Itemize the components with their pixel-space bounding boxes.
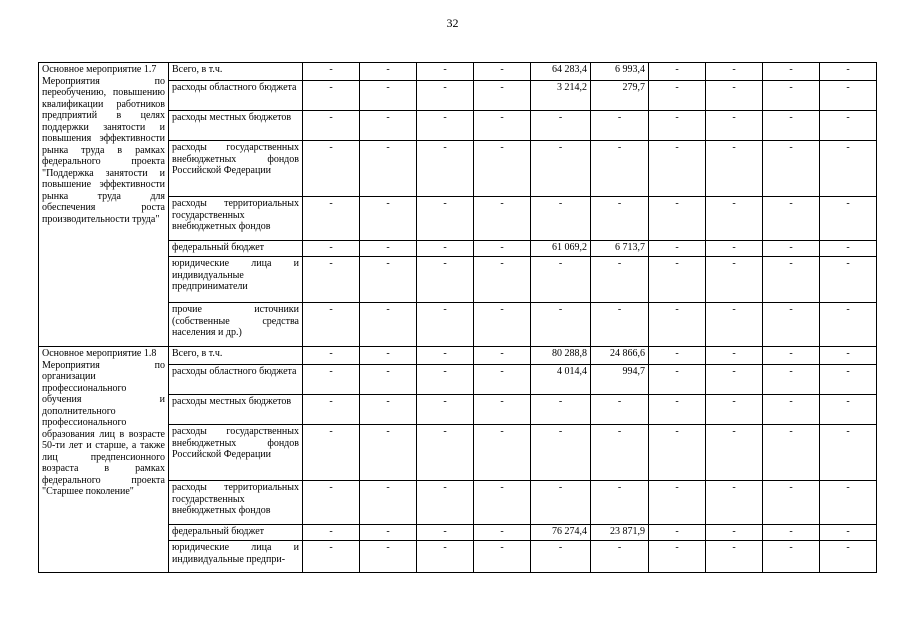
value-cell: - (474, 425, 531, 481)
value-cell: - (303, 303, 360, 347)
value-cell: - (360, 541, 417, 573)
value-cell: - (360, 197, 417, 241)
value-cell: - (706, 197, 763, 241)
value-cell: - (474, 241, 531, 257)
value-cell: - (706, 541, 763, 573)
value-cell: - (649, 395, 706, 425)
value-cell: - (763, 481, 820, 525)
page-number: 32 (446, 16, 459, 30)
value-cell: 6 713,7 (591, 241, 649, 257)
funding-source: прочие источники (собственные средства населения и др.) (169, 303, 303, 347)
value-cell: - (820, 481, 877, 525)
value-cell: - (303, 365, 360, 395)
value-cell: - (360, 395, 417, 425)
value-cell: - (706, 81, 763, 111)
value-cell: - (820, 365, 877, 395)
table-row (39, 347, 877, 365)
value-cell: - (706, 141, 763, 197)
value-cell: - (360, 347, 417, 365)
value-cell: - (303, 241, 360, 257)
value-cell: - (303, 111, 360, 141)
value-cell: - (649, 481, 706, 525)
value-cell: - (417, 365, 474, 395)
value-cell: - (706, 257, 763, 303)
value-cell: - (360, 241, 417, 257)
value-cell: - (303, 395, 360, 425)
value-cell: 80 288,8 (531, 347, 591, 365)
value-cell: - (474, 525, 531, 541)
value-cell: - (360, 257, 417, 303)
value-cell: - (706, 481, 763, 525)
value-cell: - (531, 257, 591, 303)
value-cell: - (763, 197, 820, 241)
value-cell: - (763, 63, 820, 81)
table-row (39, 63, 877, 81)
value-cell: - (649, 347, 706, 365)
value-cell: - (303, 141, 360, 197)
value-cell: - (706, 241, 763, 257)
value-cell: - (649, 63, 706, 81)
value-cell: - (763, 241, 820, 257)
value-cell: - (763, 81, 820, 111)
value-cell: - (820, 81, 877, 111)
value-cell: - (763, 111, 820, 141)
value-cell: - (417, 257, 474, 303)
value-cell: - (360, 425, 417, 481)
value-cell: - (649, 197, 706, 241)
value-cell: - (649, 111, 706, 141)
value-cell: - (820, 111, 877, 141)
value-cell: - (763, 141, 820, 197)
value-cell: - (591, 257, 649, 303)
budget-table (38, 62, 877, 573)
event-description: Мероприятия по переобучению, повышению квалификации работников предприятий в целях поддержки занятости и повышения эффективности рынка труда в рамках федерального проекта "Поддержка занятости и повышение эффективности рынка труда для обеспечения роста производительности труда" (42, 75, 165, 225)
value-cell: - (820, 525, 877, 541)
value-cell: 4 014,4 (531, 365, 591, 395)
value-cell: - (474, 365, 531, 395)
value-cell: - (474, 303, 531, 347)
value-cell: - (706, 303, 763, 347)
event-code: Основное мероприятие 1.7 (42, 64, 157, 75)
value-cell: - (649, 141, 706, 197)
value-cell: - (360, 481, 417, 525)
value-cell: - (649, 525, 706, 541)
event-cell (39, 347, 169, 573)
value-cell: - (591, 197, 649, 241)
funding-source: расходы территориальных государственных внебюджетных фондов (169, 481, 303, 525)
value-cell: - (820, 141, 877, 197)
value-cell: - (820, 347, 877, 365)
value-cell: - (417, 525, 474, 541)
event-cell (39, 63, 169, 347)
value-cell: - (763, 541, 820, 573)
value-cell: - (417, 347, 474, 365)
value-cell: - (417, 303, 474, 347)
value-cell: - (591, 111, 649, 141)
value-cell: - (474, 257, 531, 303)
value-cell: - (303, 257, 360, 303)
value-cell: - (763, 395, 820, 425)
value-cell: - (531, 395, 591, 425)
value-cell: - (649, 81, 706, 111)
value-cell: - (706, 111, 763, 141)
funding-source: федеральный бюджет (169, 525, 303, 541)
value-cell: 24 866,6 (591, 347, 649, 365)
value-cell: - (417, 395, 474, 425)
value-cell: - (649, 365, 706, 395)
value-cell: - (474, 541, 531, 573)
value-cell: 3 214,2 (531, 81, 591, 111)
value-cell: - (649, 541, 706, 573)
value-cell: - (820, 63, 877, 81)
funding-source: Всего, в т.ч. (169, 347, 303, 365)
value-cell: - (474, 81, 531, 111)
funding-source: расходы территориальных государственных внебюджетных фондов (169, 197, 303, 241)
value-cell: - (706, 347, 763, 365)
funding-source: расходы областного бюджета (169, 81, 303, 111)
value-cell: - (820, 197, 877, 241)
event-description: Мероприятия по организации профессионального обучения и дополнительного профессионального образования лиц в возрасте 50-ти лет и старше, а также лиц предпенсионного возраста в рамках федерального проекта "Старшее поколение" (42, 359, 165, 497)
value-cell: - (591, 303, 649, 347)
value-cell: - (763, 525, 820, 541)
value-cell: - (417, 541, 474, 573)
funding-source: федеральный бюджет (169, 241, 303, 257)
value-cell: - (474, 111, 531, 141)
value-cell: - (474, 197, 531, 241)
value-cell: - (417, 141, 474, 197)
value-cell: - (303, 197, 360, 241)
value-cell: - (591, 481, 649, 525)
funding-source: юридические лица и индивидуальные предприниматели (169, 257, 303, 303)
value-cell: - (763, 303, 820, 347)
value-cell: - (360, 111, 417, 141)
value-cell: - (303, 525, 360, 541)
value-cell: - (649, 425, 706, 481)
value-cell: - (706, 365, 763, 395)
value-cell: - (474, 481, 531, 525)
value-cell: - (474, 63, 531, 81)
value-cell: - (417, 481, 474, 525)
funding-source: расходы государственных внебюджетных фондов Российской Федерации (169, 425, 303, 481)
value-cell: - (591, 141, 649, 197)
value-cell: - (417, 111, 474, 141)
funding-source: расходы государственных внебюджетных фондов Российской Федерации (169, 141, 303, 197)
value-cell: - (591, 541, 649, 573)
value-cell: - (303, 425, 360, 481)
value-cell: - (531, 197, 591, 241)
value-cell: - (820, 541, 877, 573)
value-cell: - (360, 525, 417, 541)
value-cell: - (474, 347, 531, 365)
value-cell: - (820, 257, 877, 303)
value-cell: - (706, 525, 763, 541)
value-cell: - (303, 481, 360, 525)
value-cell: - (706, 63, 763, 81)
value-cell: - (649, 257, 706, 303)
value-cell: - (820, 303, 877, 347)
value-cell: - (531, 541, 591, 573)
value-cell: 994,7 (591, 365, 649, 395)
funding-source: расходы местных бюджетов (169, 111, 303, 141)
value-cell: - (649, 241, 706, 257)
value-cell: - (820, 395, 877, 425)
value-cell: 23 871,9 (591, 525, 649, 541)
value-cell: - (591, 395, 649, 425)
funding-source: расходы местных бюджетов (169, 395, 303, 425)
funding-source: Всего, в т.ч. (169, 63, 303, 81)
value-cell: - (763, 347, 820, 365)
value-cell: - (763, 257, 820, 303)
value-cell: - (417, 63, 474, 81)
value-cell: - (303, 63, 360, 81)
value-cell: - (360, 365, 417, 395)
value-cell: - (706, 395, 763, 425)
funding-source: юридические лица и индивидуальные предпри- (169, 541, 303, 573)
value-cell: 76 274,4 (531, 525, 591, 541)
value-cell: - (591, 425, 649, 481)
value-cell: - (763, 425, 820, 481)
value-cell: 61 069,2 (531, 241, 591, 257)
value-cell: - (763, 365, 820, 395)
value-cell: - (360, 63, 417, 81)
value-cell: - (303, 541, 360, 573)
value-cell: - (531, 141, 591, 197)
value-cell: - (531, 111, 591, 141)
value-cell: - (417, 197, 474, 241)
value-cell: - (303, 81, 360, 111)
value-cell: - (820, 241, 877, 257)
value-cell: 64 283,4 (531, 63, 591, 81)
value-cell: 6 993,4 (591, 63, 649, 81)
value-cell: - (649, 303, 706, 347)
value-cell: - (360, 81, 417, 111)
value-cell: - (303, 347, 360, 365)
table-body (39, 63, 877, 573)
value-cell: - (474, 395, 531, 425)
value-cell: - (360, 141, 417, 197)
value-cell: - (531, 425, 591, 481)
event-code: Основное мероприятие 1.8 (42, 348, 157, 359)
value-cell: - (531, 303, 591, 347)
funding-source: расходы областного бюджета (169, 365, 303, 395)
value-cell: 279,7 (591, 81, 649, 111)
value-cell: - (706, 425, 763, 481)
value-cell: - (820, 425, 877, 481)
value-cell: - (417, 425, 474, 481)
value-cell: - (531, 481, 591, 525)
value-cell: - (417, 81, 474, 111)
value-cell: - (474, 141, 531, 197)
value-cell: - (417, 241, 474, 257)
value-cell: - (360, 303, 417, 347)
